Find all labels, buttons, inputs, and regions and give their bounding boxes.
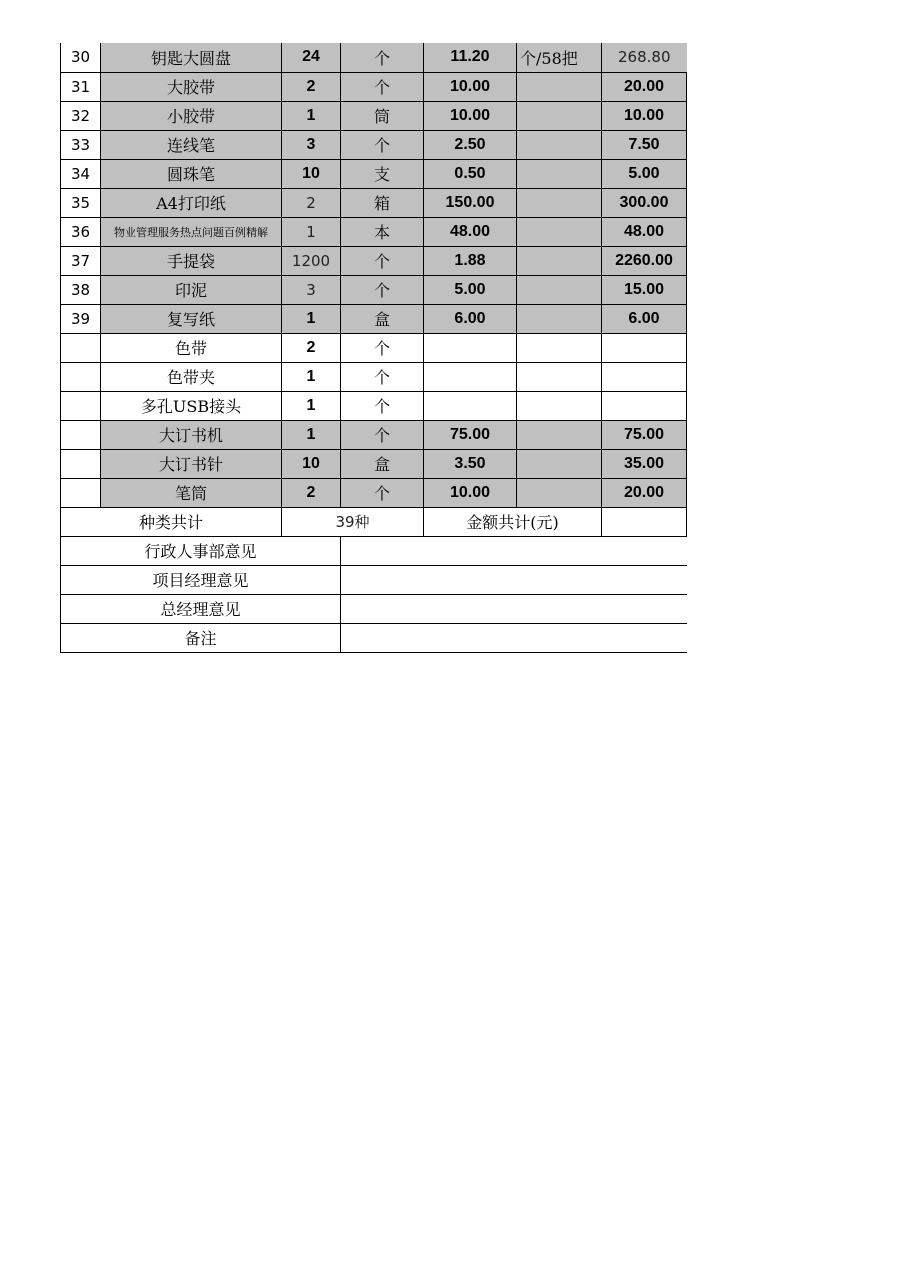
item-name-cell: A4打印纸 (101, 188, 282, 217)
unit-price-cell: 48.00 (424, 217, 517, 246)
approval-label: 总经理意见 (61, 594, 341, 623)
item-name-cell: 印泥 (101, 275, 282, 304)
quantity-cell: 10 (282, 449, 341, 478)
summary-row (61, 507, 687, 536)
item-name-cell: 色带 (101, 333, 282, 362)
item-name-cell: 圆珠笔 (101, 159, 282, 188)
item-name-cell: 手提袋 (101, 246, 282, 275)
unit-cell: 箱 (341, 188, 424, 217)
row-number-cell: 34 (61, 159, 101, 188)
row-number-cell (61, 420, 101, 449)
amount-cell: 48.00 (602, 217, 687, 246)
table-row (61, 391, 687, 420)
row-number-cell: 32 (61, 101, 101, 130)
quantity-cell: 1 (282, 420, 341, 449)
unit-cell: 盒 (341, 449, 424, 478)
quantity-cell: 2 (282, 188, 341, 217)
unit-price-cell (424, 362, 517, 391)
item-name-cell: 连线笔 (101, 130, 282, 159)
item-rows (61, 43, 687, 507)
spec-note-cell (517, 246, 602, 275)
unit-price-cell: 150.00 (424, 188, 517, 217)
row-number-cell: 30 (61, 43, 101, 72)
table-row (61, 101, 687, 130)
row-number-cell (61, 478, 101, 507)
approval-row (61, 565, 687, 594)
spec-note-cell (517, 333, 602, 362)
item-name-cell: 多孔USB接头 (101, 391, 282, 420)
table-row (61, 217, 687, 246)
unit-price-cell: 10.00 (424, 478, 517, 507)
unit-price-cell: 2.50 (424, 130, 517, 159)
quantity-cell: 2 (282, 333, 341, 362)
spec-note-cell (517, 130, 602, 159)
item-name-cell: 钥匙大圆盘 (101, 43, 282, 72)
approval-value (341, 536, 687, 565)
unit-price-cell (424, 391, 517, 420)
quantity-cell: 1 (282, 304, 341, 333)
row-number-cell: 35 (61, 188, 101, 217)
amount-cell: 6.00 (602, 304, 687, 333)
kind-total-value: 39种 (282, 507, 424, 536)
spec-note-cell (517, 217, 602, 246)
amount-cell: 20.00 (602, 478, 687, 507)
item-name-cell: 大订书针 (101, 449, 282, 478)
amount-cell (602, 391, 687, 420)
row-number-cell: 31 (61, 72, 101, 101)
amount-total-value (602, 507, 687, 536)
amount-total-label: 金额共计(元) (424, 507, 602, 536)
approval-label: 行政人事部意见 (61, 536, 341, 565)
approval-value (341, 565, 687, 594)
unit-cell: 个 (341, 478, 424, 507)
unit-price-cell (424, 333, 517, 362)
table-row (61, 72, 687, 101)
spec-note-cell: 个/58把 (517, 43, 602, 72)
unit-cell: 个 (341, 43, 424, 72)
quantity-cell: 10 (282, 159, 341, 188)
amount-cell: 2260.00 (602, 246, 687, 275)
quantity-cell: 1 (282, 101, 341, 130)
row-number-cell (61, 449, 101, 478)
quantity-cell: 1200 (282, 246, 341, 275)
item-name-cell: 笔筒 (101, 478, 282, 507)
spec-note-cell (517, 101, 602, 130)
amount-cell: 5.00 (602, 159, 687, 188)
supply-list-table (60, 43, 687, 653)
table-row (61, 449, 687, 478)
amount-cell: 15.00 (602, 275, 687, 304)
spec-note-cell (517, 449, 602, 478)
kind-total-label: 种类共计 (61, 507, 282, 536)
unit-cell: 个 (341, 420, 424, 449)
row-number-cell (61, 333, 101, 362)
unit-cell: 盒 (341, 304, 424, 333)
approval-value (341, 623, 687, 652)
unit-price-cell: 3.50 (424, 449, 517, 478)
quantity-cell: 2 (282, 72, 341, 101)
table-row (61, 159, 687, 188)
unit-cell: 筒 (341, 101, 424, 130)
table-row (61, 275, 687, 304)
approval-value (341, 594, 687, 623)
amount-cell: 268.80 (602, 43, 687, 72)
spec-note-cell (517, 362, 602, 391)
table-row (61, 362, 687, 391)
table-row (61, 478, 687, 507)
unit-cell: 支 (341, 159, 424, 188)
spec-note-cell (517, 420, 602, 449)
spec-note-cell (517, 391, 602, 420)
amount-cell (602, 362, 687, 391)
quantity-cell: 2 (282, 478, 341, 507)
unit-cell: 个 (341, 246, 424, 275)
quantity-cell: 1 (282, 362, 341, 391)
amount-cell: 300.00 (602, 188, 687, 217)
amount-cell: 7.50 (602, 130, 687, 159)
approval-label: 项目经理意见 (61, 565, 341, 594)
spec-note-cell (517, 478, 602, 507)
quantity-cell: 1 (282, 217, 341, 246)
approval-row (61, 594, 687, 623)
spec-note-cell (517, 275, 602, 304)
spec-note-cell (517, 72, 602, 101)
item-name-cell: 物业管理服务热点问题百例精解 (101, 217, 282, 246)
unit-price-cell: 10.00 (424, 72, 517, 101)
approval-row (61, 536, 687, 565)
spec-note-cell (517, 304, 602, 333)
table-row (61, 420, 687, 449)
unit-price-cell: 11.20 (424, 43, 517, 72)
table-row (61, 333, 687, 362)
item-name-cell: 大胶带 (101, 72, 282, 101)
amount-cell: 10.00 (602, 101, 687, 130)
spec-note-cell (517, 188, 602, 217)
item-name-cell: 小胶带 (101, 101, 282, 130)
quantity-cell: 24 (282, 43, 341, 72)
approval-row (61, 623, 687, 652)
approval-label: 备注 (61, 623, 341, 652)
row-number-cell: 36 (61, 217, 101, 246)
table-row (61, 246, 687, 275)
quantity-cell: 3 (282, 275, 341, 304)
amount-cell: 75.00 (602, 420, 687, 449)
amount-cell: 35.00 (602, 449, 687, 478)
quantity-cell: 3 (282, 130, 341, 159)
spec-note-cell (517, 159, 602, 188)
unit-price-cell: 1.88 (424, 246, 517, 275)
summary-section (61, 507, 687, 652)
item-name-cell: 复写纸 (101, 304, 282, 333)
table-row (61, 130, 687, 159)
amount-cell (602, 333, 687, 362)
unit-cell: 个 (341, 72, 424, 101)
unit-cell: 个 (341, 275, 424, 304)
unit-cell: 本 (341, 217, 424, 246)
row-number-cell: 33 (61, 130, 101, 159)
unit-price-cell: 6.00 (424, 304, 517, 333)
unit-cell: 个 (341, 391, 424, 420)
unit-cell: 个 (341, 362, 424, 391)
table-row (61, 304, 687, 333)
table-row (61, 43, 687, 72)
unit-cell: 个 (341, 333, 424, 362)
row-number-cell (61, 391, 101, 420)
table-row (61, 188, 687, 217)
unit-price-cell: 75.00 (424, 420, 517, 449)
unit-cell: 个 (341, 130, 424, 159)
amount-cell: 20.00 (602, 72, 687, 101)
item-name-cell: 大订书机 (101, 420, 282, 449)
row-number-cell: 37 (61, 246, 101, 275)
unit-price-cell: 5.00 (424, 275, 517, 304)
row-number-cell: 38 (61, 275, 101, 304)
row-number-cell: 39 (61, 304, 101, 333)
row-number-cell (61, 362, 101, 391)
quantity-cell: 1 (282, 391, 341, 420)
item-name-cell: 色带夹 (101, 362, 282, 391)
unit-price-cell: 10.00 (424, 101, 517, 130)
unit-price-cell: 0.50 (424, 159, 517, 188)
